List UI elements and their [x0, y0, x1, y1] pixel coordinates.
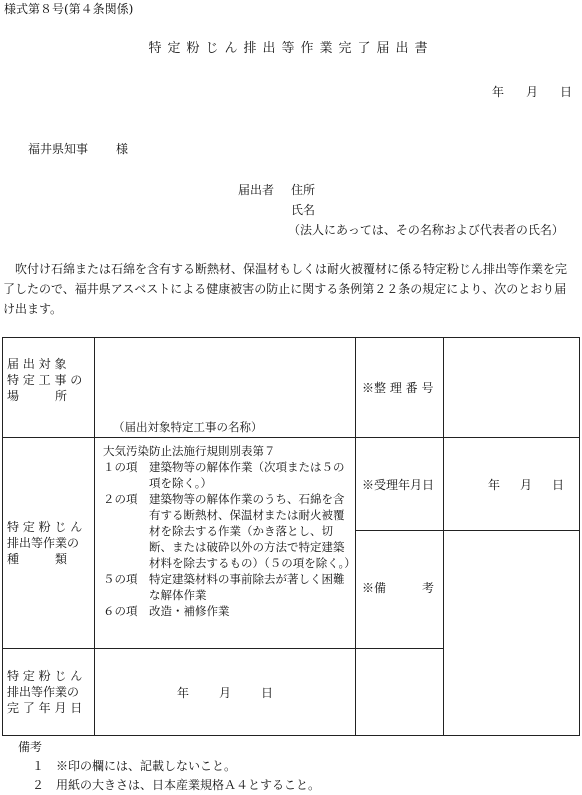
form-number: 様式第８号(第４条関係) [4, 2, 134, 16]
received-date-field[interactable] [444, 438, 580, 531]
notification-table [2, 337, 580, 736]
site-header [3, 338, 95, 438]
table-row-site [3, 338, 580, 438]
kind-header [3, 438, 95, 649]
remarks-title: 備考 [18, 740, 43, 754]
kind-header-line-3: 種 類 [7, 552, 68, 566]
remarks-label: ※備 考 [362, 581, 435, 595]
notifier-label: 届出者 [238, 183, 275, 197]
site-name-caption: （届出対象特定工事の名称） [113, 420, 263, 434]
kind-item-1-num: １の項 [103, 460, 138, 474]
kind-item-5 [103, 571, 352, 603]
notifier-corporate-note: （法人にあっては、その名称および代表者の氏名） [288, 223, 564, 237]
site-name-field[interactable] [95, 338, 356, 438]
addressee-honorific: 様 [116, 142, 129, 156]
kind-list-heading: 大気汚染防止法施行規則別表第７ [103, 444, 276, 458]
kind-header-line-2: 排出等作業の [7, 536, 80, 550]
kind-header-line-1: 特 定 粉 じ ん [7, 520, 83, 534]
reference-number-label: ※整 理 番 号 [362, 381, 434, 395]
completion-blank-cell [356, 649, 444, 736]
completion-header-line-2: 排出等作業の [7, 685, 80, 699]
remarks-label-cell [356, 531, 444, 649]
kind-item-6-text: 改造・補修作業 [149, 604, 230, 618]
remarks-field[interactable] [444, 531, 580, 736]
completion-header-line-3: 完 了 年 月 日 [7, 701, 83, 715]
received-date-label: ※受理年月日 [362, 477, 435, 492]
kind-item-2 [103, 491, 356, 571]
date-year-label: 年 [492, 85, 505, 99]
kind-item-2-text: 建築物等の解体作業のうち、石綿を含有する断熱材、保温材または耐火被覆材を除去する作業（かき落とし、切断、または破砕以外の方法で特定建築材料を除去するもの）（５の項を除く。） [149, 492, 356, 570]
kind-item-6 [103, 603, 352, 619]
kind-item-1 [103, 459, 352, 491]
kind-item-6-num: ６の項 [103, 604, 138, 618]
completion-date-field[interactable] [95, 649, 356, 736]
completion-header [3, 649, 95, 736]
addressee [28, 140, 128, 157]
submission-date [470, 83, 572, 100]
notifier-name-label: 氏名 [291, 203, 316, 217]
remarks-note-1: １ ※印の欄には、記載しないこと。 [32, 759, 237, 773]
date-month-label: 月 [526, 85, 539, 99]
reference-number-field[interactable] [444, 338, 580, 438]
completion-day-label: 日 [261, 685, 274, 700]
notifier-address-label: 住所 [291, 183, 316, 197]
reference-number-label-cell [356, 338, 444, 438]
kind-item-1-text: 建築物等の解体作業（次項または５の項を除く。） [149, 460, 345, 490]
site-header-line-3: 場 所 [7, 389, 68, 403]
document-title: 特定粉じん排出等作業完了届出書 [148, 41, 434, 56]
declaration-text: 吹付け石綿または石綿を含有する断熱材、保温材もしくは耐火被覆材に係る特定粉じん排出等作業を完了したので、福井県アスベストによる健康被害の防止に関する条例第２２条の規定により、次のとおり届け出ます。 [3, 262, 568, 316]
remarks-section [18, 738, 320, 795]
kind-item-5-num: ５の項 [103, 572, 138, 586]
site-header-line-1: 届 出 対 象 [7, 357, 67, 371]
received-month-label: 月 [520, 477, 533, 492]
addressee-name: 福井県知事 [28, 142, 89, 156]
table-row-kind-a [3, 438, 580, 531]
kind-item-2-num: ２の項 [103, 492, 138, 506]
completion-month-label: 月 [218, 685, 231, 700]
kind-item-5-text: 特定建築材料の事前除去が著しく困難な解体作業 [149, 572, 345, 602]
site-header-line-2: 特 定 工 事 の [7, 373, 83, 387]
remarks-note-2: ２ 用紙の大きさは、日本産業規格Ａ４とすること。 [32, 778, 321, 792]
received-date-label-cell [356, 438, 444, 531]
received-day-label: 日 [552, 477, 565, 492]
date-day-label: 日 [560, 85, 573, 99]
completion-header-line-1: 特 定 粉 じ ん [7, 669, 83, 683]
received-year-label: 年 [488, 477, 501, 492]
kind-list-cell [95, 438, 356, 649]
completion-year-label: 年 [176, 685, 189, 700]
